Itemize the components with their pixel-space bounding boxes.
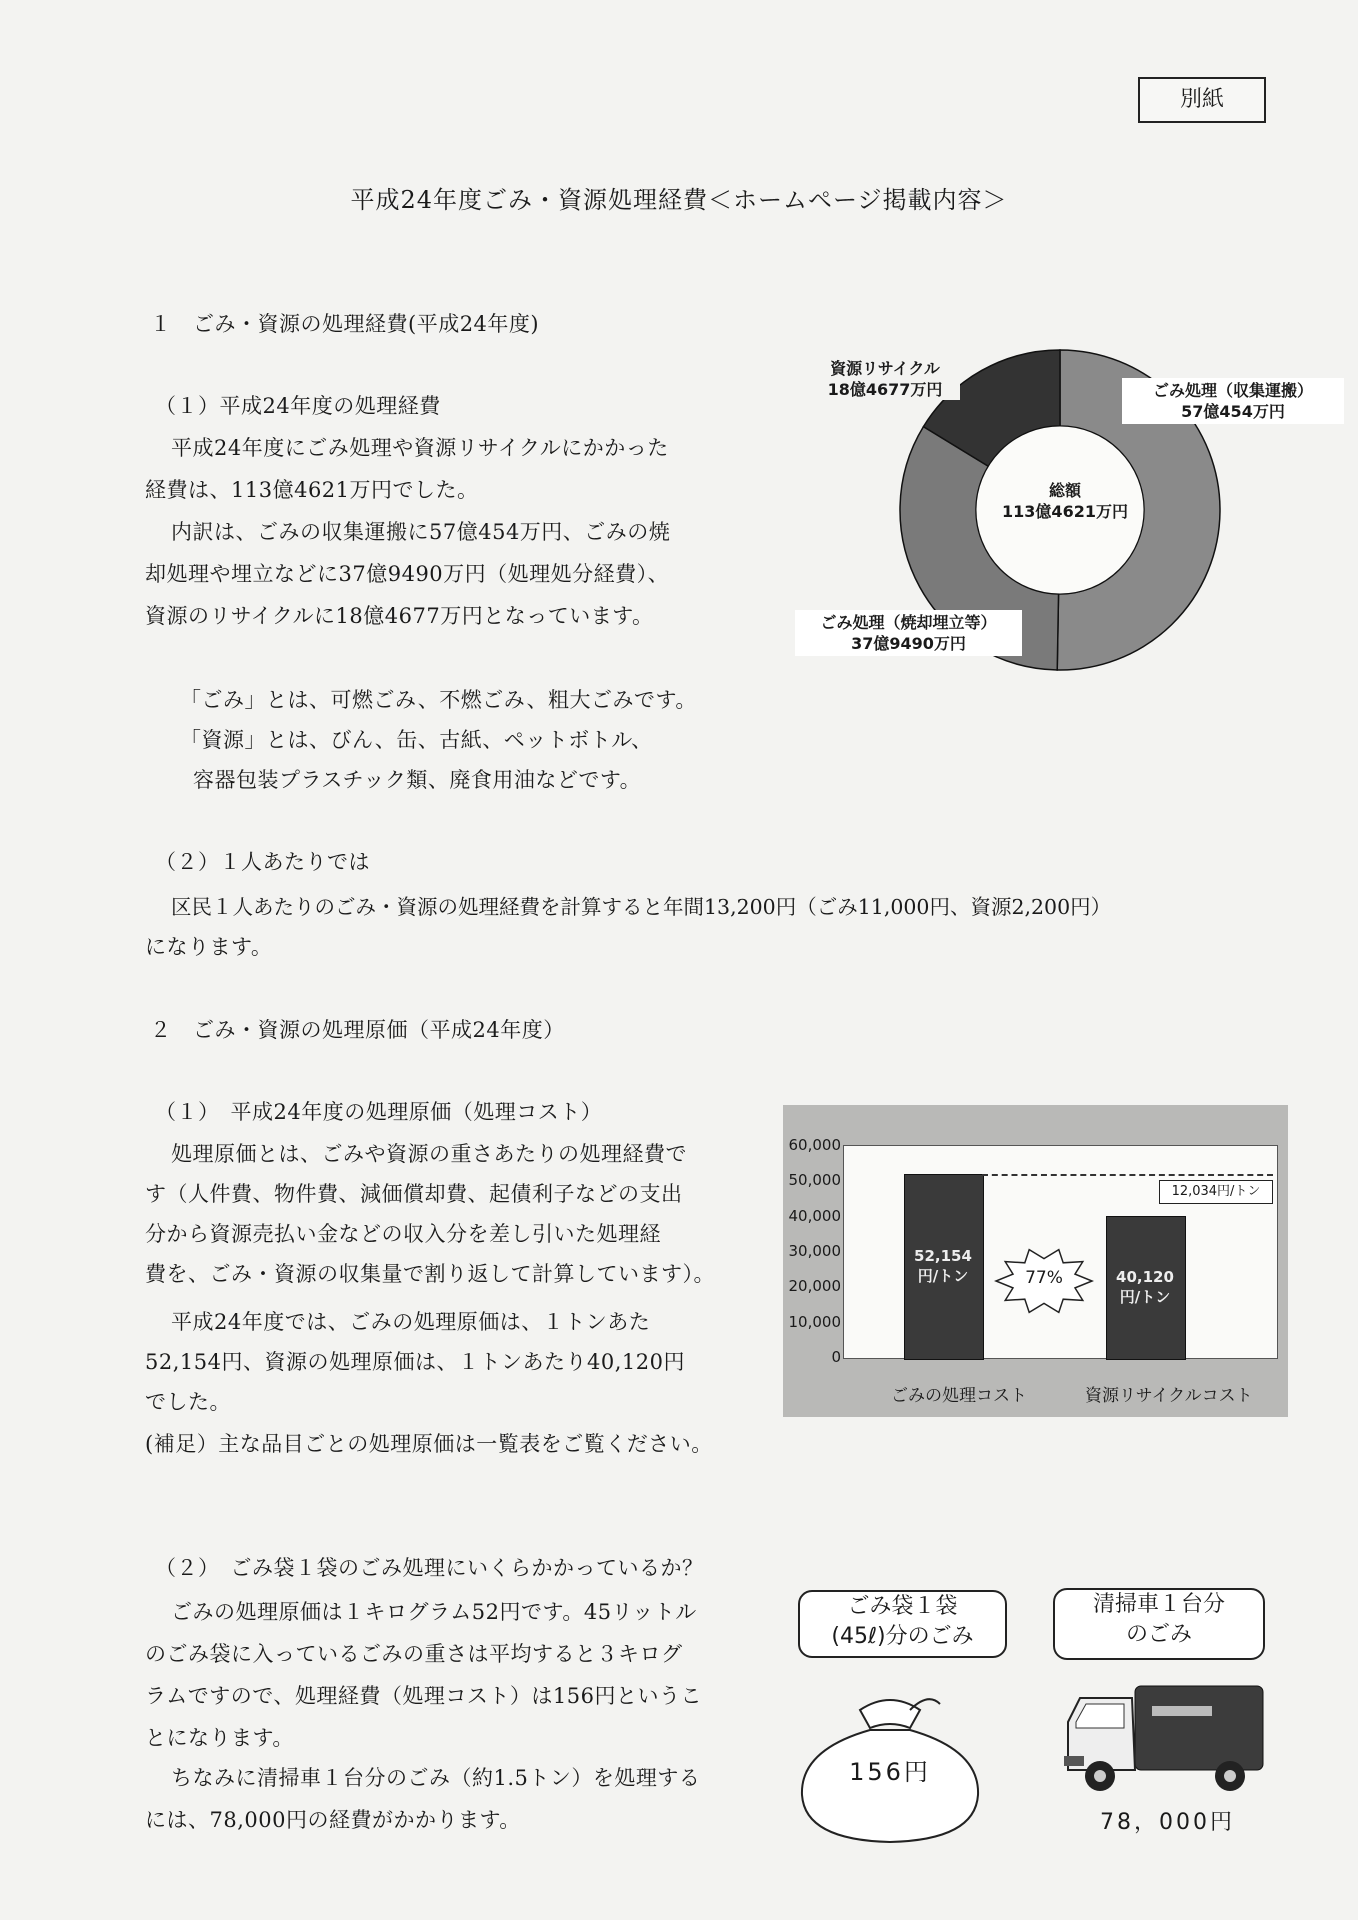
- attachment-tag: 別紙: [1138, 77, 1266, 123]
- donut-label-incineration: [795, 610, 1022, 656]
- section2-sub2-line: のごみ袋に入っているごみの重さは平均すると３キログ: [145, 1642, 683, 1666]
- section2-sub1-line: 分から資源売払い金などの収入分を差し引いた処理経: [145, 1222, 661, 1246]
- y-tick-label: 0: [831, 1348, 841, 1366]
- section2-sub1-line: 平成24年度では、ごみの処理原価は、１トンあた: [171, 1310, 651, 1334]
- donut-label-incineration-amount: 37億9490万円: [851, 634, 966, 653]
- donut-label-collection-amount: 57億454万円: [1181, 402, 1285, 421]
- section2-sub2-line: とになります。: [145, 1726, 294, 1750]
- section1-sub2-line: 区民１人あたりのごみ・資源の処理経費を計算すると年間13,200円（ごみ11,000円、資源2,200円）: [171, 895, 1112, 919]
- section2-sub1-line: 52,154円、資源の処理原価は、１トンあたり40,120円: [145, 1350, 685, 1374]
- truck-title-line: 清掃車１台分: [1092, 1592, 1225, 1617]
- bar-value-label: 40,120 円/トン: [1116, 1268, 1174, 1307]
- donut-center-label: [990, 480, 1140, 522]
- donut-label-collection-name: ごみ処理（収集運搬）: [1152, 381, 1313, 400]
- donut-label-recycle: [810, 358, 960, 400]
- donut-label-recycle-amount: 18億4677万円: [827, 380, 943, 399]
- section2-heading: ２ ごみ・資源の処理原価（平成24年度）: [150, 1018, 565, 1042]
- difference-label: 12,034円/トン: [1159, 1180, 1273, 1204]
- section2-sub1-line: 処理原価とは、ごみや資源の重さあたりの処理経費で: [171, 1142, 687, 1166]
- donut-label-incineration-name: ごみ処理（焼却埋立等）: [820, 613, 997, 632]
- bars-layer: [844, 1146, 1277, 1358]
- section1-sub1-line: 却処理や埋立などに37億9490万円（処理処分経費）、: [145, 562, 670, 586]
- bar-plot-area: [843, 1145, 1278, 1359]
- truck-title-line: のごみ: [1125, 1622, 1192, 1647]
- x-category-label: 資源リサイクルコスト: [1085, 1386, 1253, 1406]
- section2-sub1-line: す（人件費、物件費、減価償却費、起債利子などの支出: [145, 1182, 683, 1206]
- section1-sub1-heading: （１）平成24年度の処理経費: [155, 394, 441, 418]
- section2-sub1-line: (補足）主な品目ごとの処理原価は一覧表をご覧ください。: [145, 1432, 713, 1456]
- section2-sub2-line: には、78,000円の経費がかかります。: [145, 1808, 521, 1832]
- section2-sub2-line: ラムですので、処理経費（処理コスト）は156円というこ: [145, 1684, 702, 1708]
- reference-dashed-line: [982, 1174, 1273, 1176]
- section2-sub2-line: ごみの処理原価は１キログラム52円です。45リットル: [171, 1600, 697, 1624]
- section1-sub1-line: 経費は、113億4621万円でした。: [145, 478, 479, 502]
- y-tick-label: 50,000: [788, 1171, 841, 1190]
- definition-line: 「資源」とは、びん、缶、古紙、ペットボトル、: [180, 728, 653, 752]
- y-axis: [783, 1136, 843, 1366]
- donut-label-collection: [1122, 378, 1344, 424]
- section2-sub2-heading: （２） ごみ袋１袋のごみ処理にいくらかかっているか？: [155, 1556, 704, 1580]
- section2-sub1-line: でした。: [145, 1390, 231, 1414]
- definition-line: 「ごみ」とは、可燃ごみ、不燃ごみ、粗大ごみです。: [180, 688, 697, 712]
- ratio-label: 77%: [1025, 1268, 1063, 1288]
- truck-title-bubble: [1053, 1588, 1265, 1660]
- section1-sub2-heading: （２）１人あたりでは: [155, 850, 370, 874]
- section2-sub2-line: ちなみに清掃車１台分のごみ（約1.5トン）を処理する: [171, 1766, 701, 1790]
- cost-bar-chart: [783, 1105, 1288, 1417]
- section1-sub2-line: になります。: [145, 935, 273, 959]
- y-tick-label: 30,000: [788, 1242, 841, 1260]
- section2-sub1-heading: （１） 平成24年度の処理原価（処理コスト）: [155, 1100, 603, 1124]
- donut-center-title: 総額: [1048, 481, 1081, 500]
- y-tick-label: 10,000: [788, 1312, 841, 1331]
- bag-title-line: ごみ袋１袋: [847, 1594, 958, 1619]
- section1-sub1-line: 資源のリサイクルに18億4677万円となっています。: [145, 604, 654, 628]
- garbage-truck-icon: [1060, 1672, 1275, 1802]
- document-title: 平成24年度ごみ・資源処理経費＜ホームページ掲載内容＞: [350, 186, 1008, 214]
- y-tick-label: 60,000: [788, 1136, 841, 1154]
- section2-sub1-line: 費を、ごみ・資源の収集量で割り返して計算しています）。: [145, 1262, 715, 1286]
- y-tick-label: 40,000: [788, 1206, 841, 1225]
- bag-title-bubble: [798, 1590, 1007, 1658]
- bag-cost-value: 156円: [849, 1758, 931, 1786]
- section1-heading: １ ごみ・資源の処理経費(平成24年度): [150, 312, 540, 336]
- y-tick-label: 20,000: [788, 1277, 841, 1296]
- bag-title-line: (45ℓ)分のごみ: [831, 1624, 974, 1649]
- truck-cost-value: 78，000円: [1100, 1810, 1235, 1835]
- donut-center-total: 113億4621万円: [1002, 502, 1128, 521]
- x-category-label: ごみの処理コスト: [891, 1386, 1027, 1406]
- section1-sub1-line: 平成24年度にごみ処理や資源リサイクルにかかった: [171, 436, 669, 460]
- section1-sub1-line: 内訳は、ごみの収集運搬に57億454万円、ごみの焼: [171, 520, 671, 544]
- definition-line: 容器包装プラスチック類、廃食用油などです。: [193, 768, 642, 792]
- donut-label-recycle-name: 資源リサイクル: [830, 359, 940, 378]
- bar-value-label: 52,154 円/トン: [914, 1246, 972, 1285]
